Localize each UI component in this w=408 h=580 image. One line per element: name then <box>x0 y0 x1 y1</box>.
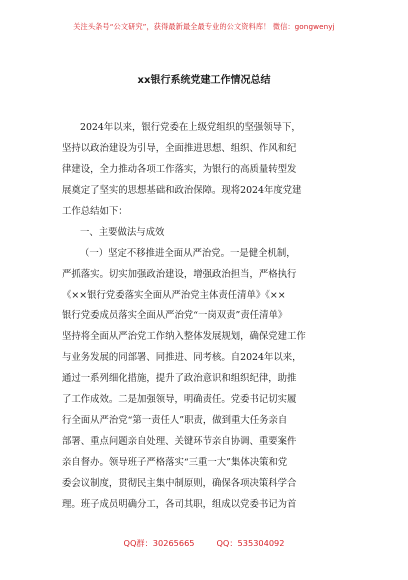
paragraph-line: 展奠定了坚实的思想基础和政治保障。现将2024年度党建 <box>62 184 302 196</box>
paragraph-line: 坚持以政治建设为引导，全面推进思想、组织、作风和纪 <box>62 142 297 154</box>
qq-group-text: QQ群：30265665 <box>123 538 195 548</box>
paragraph-line: 银行党委成员落实全面从严治党“一岗双责”责任清单》 <box>62 310 288 322</box>
paragraph-line: 严抓落实。切实加强政治建设，增强政治担当，严格执行 <box>62 268 297 280</box>
paragraph-line: 律建设，全力推动各项工作落实，为银行的高质量转型发 <box>62 163 297 175</box>
document-body <box>62 118 352 516</box>
paragraph-line: 部署、重点问题亲自处理、关键环节亲自协调、重要案件 <box>62 436 297 448</box>
paragraph-line: （一）坚定不移推进全面从严治党。一是健全机制， <box>80 247 296 259</box>
paragraph-line: 理。班子成员明确分工，各司其职，组成以党委书记为首 <box>62 498 297 510</box>
section-heading: 一、主要做法与成效 <box>80 226 165 238</box>
footer-contact <box>0 538 408 549</box>
qq-number-text: QQ：535304092 <box>216 538 285 548</box>
paragraph-line: 工作总结如下： <box>62 205 128 217</box>
paragraph-line: 了工作成效。二是加强领导，明确责任。党委书记切实履 <box>62 394 297 406</box>
paragraph-line: 亲自督办。领导班子严格落实“三重一大”集体决策和党 <box>62 457 288 468</box>
paragraph-line: 委会议制度，贯彻民主集中制原则，确保各项决策科学合 <box>62 477 297 489</box>
paragraph-line: 与业务发展的同部署、同推进、同考核。自2024年以来， <box>62 352 302 364</box>
document-title: xx银行系统党建工作情况总结 <box>137 75 271 86</box>
paragraph-line: 《××银行党委落实全面从严治党主体责任清单》《×× <box>62 289 286 301</box>
paragraph-line: 行全面从严治党“第一责任人”职责，做到重大任务亲自 <box>62 415 288 427</box>
paragraph-line: 坚持将全面从严治党工作纳入整体发展规划，确保党建工作 <box>62 331 306 343</box>
paragraph-line: 通过一系列细化措施，提升了政治意识和组织纪律，助推 <box>62 373 297 385</box>
header-banner: 关注头条号“公文研究”，获得最新最全最专业的公文资料库！ 微信：gongwenyj <box>73 22 335 31</box>
paragraph-line: 2024年以来，银行党委在上级党组织的坚强领导下， <box>80 122 301 133</box>
